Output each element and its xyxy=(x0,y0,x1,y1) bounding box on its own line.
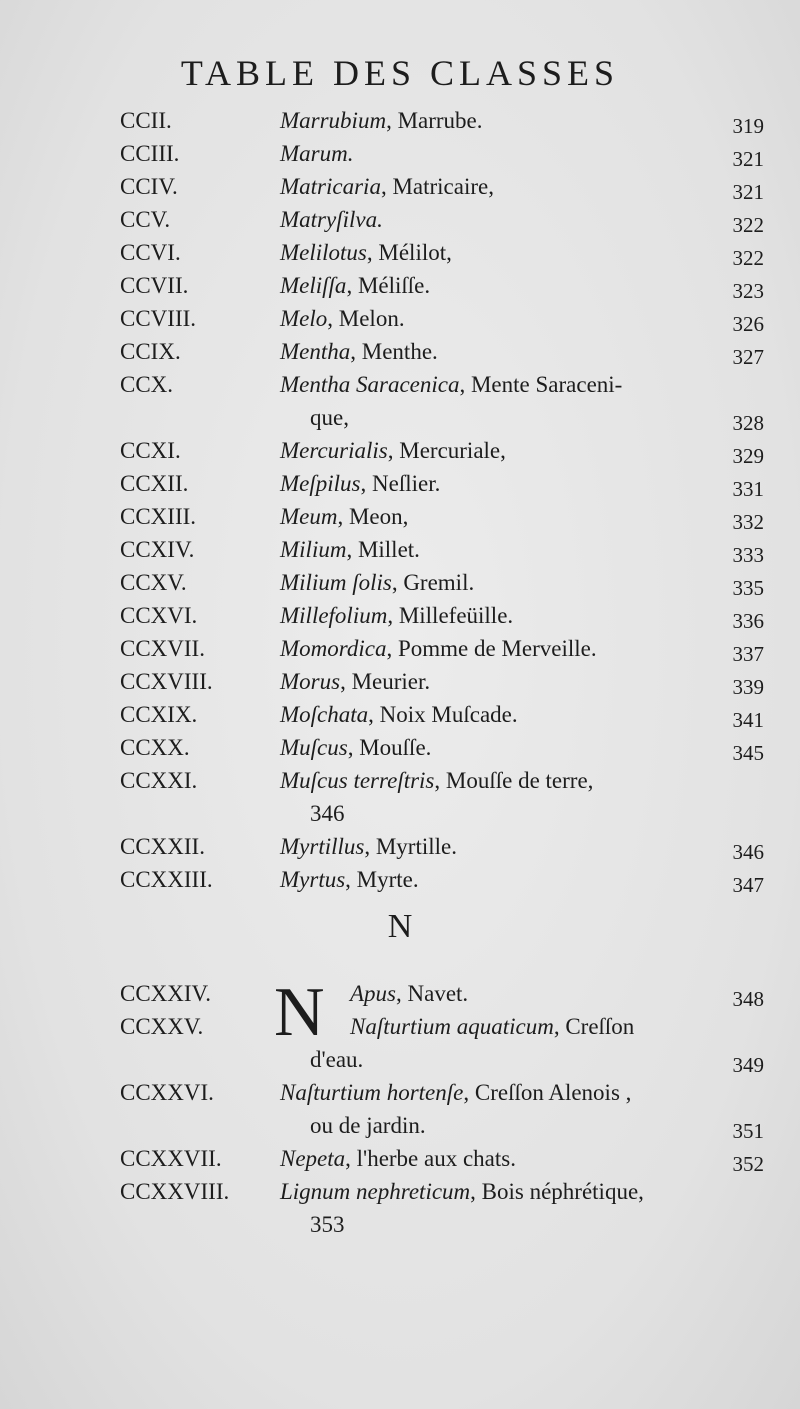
page-number: 326 xyxy=(732,312,764,336)
latin-name: Meliſſa xyxy=(280,273,347,298)
french-name: , Menthe. xyxy=(350,339,438,364)
french-name: , Noix Muſcade. xyxy=(368,702,518,727)
entry-text xyxy=(280,170,494,203)
entry-text xyxy=(280,599,513,632)
class-number: CCXIV. xyxy=(120,537,195,562)
page-number: 319 xyxy=(732,114,764,138)
entry-text xyxy=(280,434,506,467)
entry-text xyxy=(280,1076,631,1109)
table-row xyxy=(120,632,770,665)
french-name: , Pomme de Merveille. xyxy=(386,636,597,661)
page-number: 328 xyxy=(732,411,764,435)
class-number: CCXI. xyxy=(120,438,181,463)
page-number: 352 xyxy=(732,1152,764,1176)
french-name: , Mouſſe de terre, xyxy=(434,768,594,793)
class-number: CCXXIV. xyxy=(120,981,211,1006)
latin-name: Moſchata xyxy=(280,702,369,727)
french-name: , Navet. xyxy=(396,981,469,1006)
latin-name: Apus xyxy=(350,981,396,1006)
latin-name: Myrtillus xyxy=(280,834,365,859)
french-name: , Mélilot, xyxy=(366,240,452,265)
page-number: 321 xyxy=(732,147,764,171)
continuation-text: que, xyxy=(310,405,349,430)
latin-name: Melilotus xyxy=(280,240,367,265)
latin-name: Momordica xyxy=(280,636,387,661)
french-name: , Gremil. xyxy=(391,570,475,595)
table-row xyxy=(120,302,770,335)
class-number: CCVI. xyxy=(120,240,181,265)
table-row xyxy=(120,1076,770,1109)
latin-name: Mercurialis xyxy=(280,438,388,463)
class-number: CCXVIII. xyxy=(120,669,213,694)
latin-name: Muſcus xyxy=(280,735,348,760)
class-number: CCXV. xyxy=(120,570,187,595)
class-number: CCXXV. xyxy=(120,1014,204,1039)
class-number: CCXXII. xyxy=(120,834,205,859)
latin-name: Matryſilva. xyxy=(280,207,383,232)
page-number: 322 xyxy=(732,213,764,237)
page-number: 346 xyxy=(732,840,764,864)
table-row xyxy=(120,368,770,401)
class-number: CCXXVIII. xyxy=(120,1179,230,1204)
latin-name: Meum xyxy=(280,504,338,529)
page-number: 333 xyxy=(732,543,764,567)
table-row xyxy=(120,467,770,500)
latin-name: Marum. xyxy=(280,141,354,166)
latin-name: Mentha Saracenica xyxy=(280,372,460,397)
table-row xyxy=(120,797,770,830)
entry-text xyxy=(280,566,474,599)
class-number: CCVIII. xyxy=(120,306,197,331)
table-row xyxy=(120,500,770,533)
latin-name: Mentha xyxy=(280,339,351,364)
french-name: , Myrte. xyxy=(345,867,419,892)
table-row xyxy=(120,731,770,764)
table-row xyxy=(120,203,770,236)
latin-name: Nepeta xyxy=(280,1146,346,1171)
entry-text xyxy=(280,236,452,269)
table-row xyxy=(120,698,770,731)
entry-text xyxy=(280,533,420,566)
class-number: CCXXVI. xyxy=(120,1080,214,1105)
page-number: 349 xyxy=(732,1053,764,1077)
table-row xyxy=(120,1208,770,1241)
french-name: , Mente Saraceni- xyxy=(459,372,623,397)
class-number: CCIV. xyxy=(120,174,178,199)
french-name: , Meurier. xyxy=(340,669,431,694)
class-number: CCIX. xyxy=(120,339,181,364)
latin-name: Lignum nephreticum xyxy=(280,1179,471,1204)
french-name: , Creſſon Alenois , xyxy=(463,1080,632,1105)
page-number: 341 xyxy=(732,708,764,732)
table-row xyxy=(120,1142,770,1175)
french-name: , l'herbe aux chats. xyxy=(345,1146,516,1171)
page-number: 332 xyxy=(732,510,764,534)
page-header: TABLE DES CLASSES xyxy=(180,53,620,93)
french-name: , Millet. xyxy=(346,537,420,562)
french-name: , Marrube. xyxy=(386,108,483,133)
latin-name: Naſturtium hortenſe xyxy=(280,1080,464,1105)
table-row xyxy=(120,170,770,203)
class-number: CCXII. xyxy=(120,471,189,496)
entry-text xyxy=(280,137,353,170)
latin-name: Muſcus terreſtris xyxy=(280,768,435,793)
class-number: CCX. xyxy=(120,372,174,397)
page-number: 347 xyxy=(732,873,764,897)
table-row xyxy=(120,335,770,368)
section-letter: N xyxy=(387,908,413,945)
entry-text xyxy=(280,467,440,500)
entry-text xyxy=(280,830,457,863)
french-name: , Creſſon xyxy=(553,1014,635,1039)
class-number: CCIII. xyxy=(120,141,180,166)
french-name: , Bois néphrétique, xyxy=(470,1179,644,1204)
continuation-text: d'eau. xyxy=(310,1047,364,1072)
class-number: CCXXVII. xyxy=(120,1146,222,1171)
french-name: , Meon, xyxy=(337,504,409,529)
table-row xyxy=(120,599,770,632)
table-row xyxy=(120,1010,770,1043)
table-row xyxy=(120,665,770,698)
class-number: CCXVII. xyxy=(120,636,205,661)
latin-name: Matricaria xyxy=(280,174,381,199)
french-name: , Myrtille. xyxy=(364,834,457,859)
drop-cap: N xyxy=(274,974,325,1051)
page-number: 351 xyxy=(732,1119,764,1143)
table-row xyxy=(120,863,770,896)
continuation-text: 346 xyxy=(310,801,345,826)
table-row xyxy=(120,1109,770,1142)
entry-text xyxy=(280,335,438,368)
latin-name: Naſturtium aquaticum xyxy=(350,1014,554,1039)
entry-list-n xyxy=(120,974,770,1241)
class-number: CCXXI. xyxy=(120,768,198,793)
entry-text xyxy=(280,269,430,302)
continuation-text: ou de jardin. xyxy=(310,1113,426,1138)
page-number: 337 xyxy=(732,642,764,666)
page-number: 323 xyxy=(732,279,764,303)
entry-text xyxy=(280,731,431,764)
table-row xyxy=(120,236,770,269)
latin-name: Milium xyxy=(280,537,347,562)
entry-text xyxy=(280,104,483,137)
entry-text xyxy=(280,302,405,335)
entry-text xyxy=(280,1175,644,1208)
page-number: 321 xyxy=(732,180,764,204)
table-row xyxy=(120,104,770,137)
class-number: CCVII. xyxy=(120,273,189,298)
page-number: 322 xyxy=(732,246,764,270)
entry-text xyxy=(280,698,518,731)
class-number: CCII. xyxy=(120,108,172,133)
latin-name: Millefolium xyxy=(280,603,388,628)
french-name: , Mouſſe. xyxy=(347,735,432,760)
table-row xyxy=(120,269,770,302)
entry-text xyxy=(280,368,622,401)
class-number: CCXIII. xyxy=(120,504,197,529)
french-name: , Matricaire, xyxy=(380,174,494,199)
entry-list xyxy=(120,104,770,896)
page-number: 331 xyxy=(732,477,764,501)
french-name: , Mercuriale, xyxy=(387,438,506,463)
french-name: , Méliſſe. xyxy=(346,273,431,298)
table-row xyxy=(120,566,770,599)
entry-text xyxy=(350,1010,634,1043)
entry-text xyxy=(280,665,430,698)
class-number: CCXX. xyxy=(120,735,190,760)
table-row xyxy=(120,1043,770,1076)
table-row xyxy=(120,401,770,434)
table-row xyxy=(120,977,770,1010)
entry-text xyxy=(280,203,383,236)
page-number: 339 xyxy=(732,675,764,699)
page-number: 335 xyxy=(732,576,764,600)
latin-name: Meſpilus xyxy=(280,471,361,496)
page-number: 345 xyxy=(732,741,764,765)
latin-name: Morus xyxy=(280,669,341,694)
french-name: , Melon. xyxy=(327,306,405,331)
class-number: CCXXIII. xyxy=(120,867,213,892)
entry-text xyxy=(280,500,408,533)
class-number: CCXIX. xyxy=(120,702,198,727)
entry-text xyxy=(350,977,468,1010)
french-name: , Millefeüille. xyxy=(387,603,514,628)
page-number: 329 xyxy=(732,444,764,468)
page-number: 336 xyxy=(732,609,764,633)
table-row xyxy=(120,1175,770,1208)
latin-name: Myrtus xyxy=(280,867,346,892)
table-row xyxy=(120,830,770,863)
latin-name: Melo xyxy=(280,306,328,331)
entry-text xyxy=(280,1142,516,1175)
continuation-text: 353 xyxy=(310,1212,345,1237)
entry-text xyxy=(280,632,597,665)
table-row xyxy=(120,764,770,797)
table-row xyxy=(120,533,770,566)
french-name: , Neſlier. xyxy=(360,471,441,496)
page-number: 327 xyxy=(732,345,764,369)
table-row xyxy=(120,137,770,170)
entry-text xyxy=(280,863,419,896)
table-row xyxy=(120,434,770,467)
latin-name: Milium ſolis xyxy=(280,570,392,595)
entry-text xyxy=(280,764,593,797)
class-number: CCV. xyxy=(120,207,171,232)
latin-name: Marrubium xyxy=(280,108,387,133)
class-number: CCXVI. xyxy=(120,603,198,628)
page-number: 348 xyxy=(732,987,764,1011)
